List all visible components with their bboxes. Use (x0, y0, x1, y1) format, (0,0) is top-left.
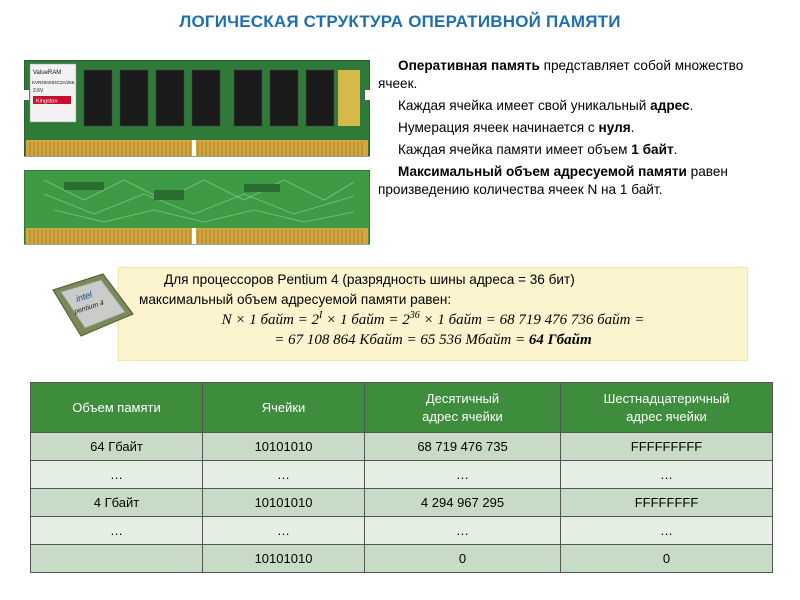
facts-list (378, 57, 783, 203)
table-cell: 64 Гбайт (31, 433, 203, 461)
table-cell: … (31, 517, 203, 545)
table-cell: 68 719 476 735 (365, 433, 561, 461)
header-memory-size: Объем памяти (31, 383, 203, 433)
table-cell: 4 294 967 295 (365, 489, 561, 517)
table-cell: … (561, 461, 773, 489)
table-cell: … (365, 517, 561, 545)
pentium-line-1: Для процессоров Pentium 4 (разрядность шины адреса = 36 бит) (164, 272, 575, 287)
header-hex-address: Шестнадцатеричный адрес ячейки (561, 383, 773, 433)
table-cell: 0 (365, 545, 561, 573)
table-row (31, 489, 773, 517)
table-cell (31, 545, 203, 573)
table-cell: … (203, 517, 365, 545)
table-row (31, 433, 773, 461)
table-row (31, 545, 773, 573)
formula-line-1: N × 1 байт = $2^I \times 1$ байт = $2^{36} \times 1$ байт = 68 719 476 736 байт = (221, 310, 645, 328)
svg-text:KVR400X64C3A/256: KVR400X64C3A/256 (32, 80, 75, 85)
table-cell: 10101010 (203, 433, 365, 461)
pentium-line-2: максимальный объем адресуемой памяти равен: (139, 292, 452, 307)
svg-text:2.6V: 2.6V (33, 88, 44, 94)
table-cell: FFFFFFFF (561, 489, 773, 517)
ram-module-back-image (24, 170, 370, 248)
fact-item: Нумерация ячеек начинается с нуля. (398, 120, 635, 135)
ram-module-front-image (24, 60, 370, 164)
intel-pentium-chip-image (47, 270, 135, 342)
svg-text:pentium 4: pentium 4 (73, 299, 105, 316)
table-cell: 10101010 (203, 489, 365, 517)
table-cell: FFFFFFFFF (561, 433, 773, 461)
fact-item: Каждая ячейка имеет свой уникальный адрес. (398, 98, 694, 113)
svg-text:Kingston: Kingston (36, 98, 58, 105)
svg-text:intel: intel (74, 289, 94, 304)
formula-line-2: = 67 108 864 Кбайт = 65 536 Мбайт = 64 Гбайт (274, 332, 592, 348)
table-row (31, 461, 773, 489)
table-cell: 0 (561, 545, 773, 573)
pentium-callout (118, 267, 748, 361)
svg-text:ValueRAM: ValueRAM (33, 70, 62, 76)
table-cell: 10101010 (203, 545, 365, 573)
header-cells: Ячейки (203, 383, 365, 433)
table-header-row (31, 383, 773, 433)
table-row (31, 517, 773, 545)
memory-address-table (30, 382, 773, 573)
page-title: ЛОГИЧЕСКАЯ СТРУКТУРА ОПЕРАТИВНОЙ ПАМЯТИ (179, 12, 621, 31)
header-decimal-address: Десятичный адрес ячейки (365, 383, 561, 433)
table-cell: … (31, 461, 203, 489)
table-cell: … (561, 517, 773, 545)
fact-item: Максимальный объем адресуемой памяти равен произведению количества ячеек N на 1 байт. (378, 164, 728, 197)
fact-item: Оперативная память представляет собой множество ячеек. (378, 58, 744, 91)
fact-item: Каждая ячейка памяти имеет объем 1 байт. (398, 142, 678, 157)
table-cell: 4 Гбайт (31, 489, 203, 517)
table-cell: … (365, 461, 561, 489)
table-cell: … (203, 461, 365, 489)
